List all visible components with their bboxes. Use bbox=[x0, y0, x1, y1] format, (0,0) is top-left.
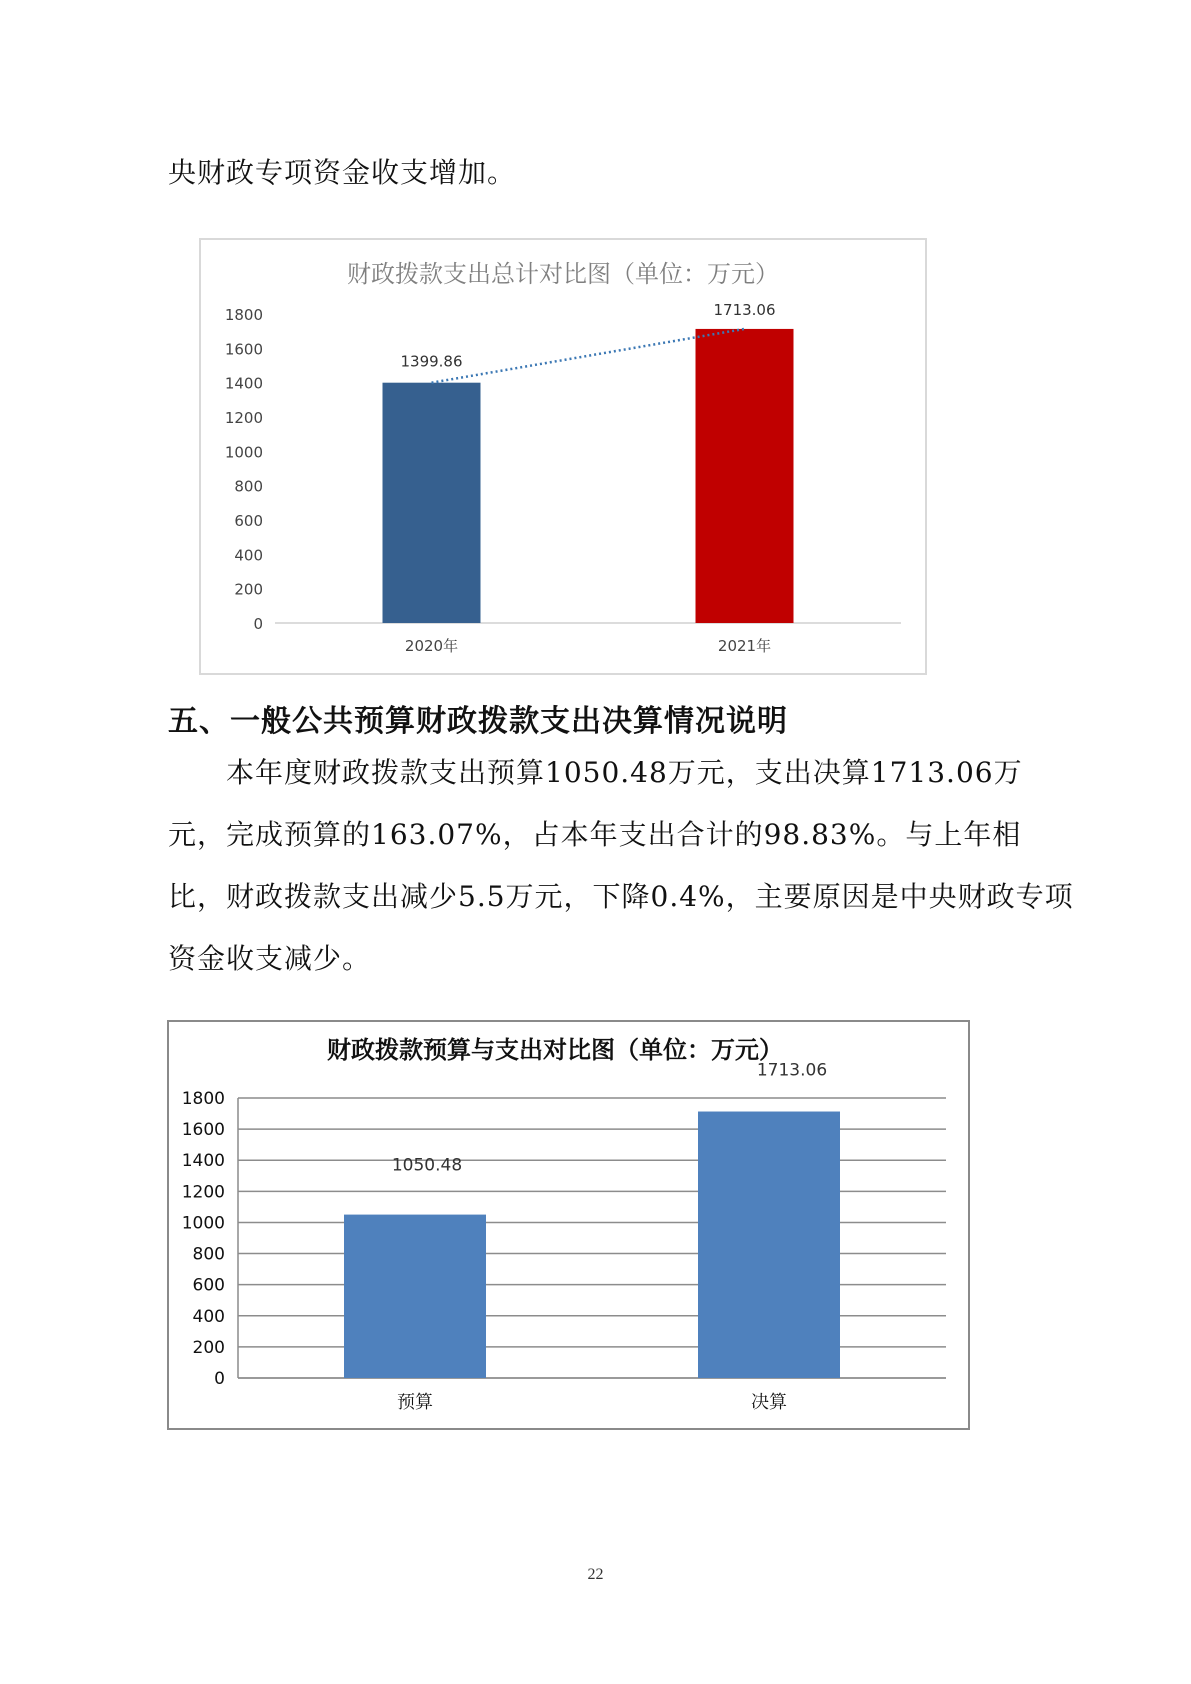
page-number: 22 bbox=[587, 1566, 604, 1583]
chart1-y-tick-label-2: 400 bbox=[234, 546, 263, 565]
chart2-y-tick-label-5: 1000 bbox=[181, 1213, 225, 1234]
chart1-svg bbox=[201, 240, 925, 673]
chart-total-expenditure-comparison bbox=[199, 238, 927, 675]
chart2-y-tick-label-0: 0 bbox=[214, 1369, 225, 1389]
section-body-paragraph: 本年度财政拨款支出预算1050.48万元，支出决算1713.06万元，完成预算的163.07%，占本年支出合计的98.83%。与上年相比，财政拨款支出减少5.5万元，下降0.4%，主要原因是中央财政专项资金收支减少。 bbox=[168, 756, 1074, 975]
chart1-y-tick-label-1: 200 bbox=[234, 580, 263, 599]
chart2-bar-0 bbox=[344, 1215, 486, 1378]
chart2-bar-1 bbox=[698, 1112, 840, 1378]
chart1-category-label-1: 2021年 bbox=[717, 637, 772, 655]
chart2-category-label-0: 预算 bbox=[397, 1392, 433, 1413]
chart2-y-tick-label-1: 200 bbox=[192, 1337, 225, 1358]
chart2-category-label-1: 决算 bbox=[751, 1392, 787, 1413]
chart1-y-tick-label-8: 1600 bbox=[224, 340, 263, 359]
chart1-y-tick-label-0: 0 bbox=[253, 615, 263, 633]
chart1-category-label-0: 2020年 bbox=[404, 637, 459, 655]
chart1-bar-0 bbox=[383, 383, 481, 623]
chart1-data-label-0: 1399.86 bbox=[400, 352, 463, 371]
section-heading: 五、一般公共预算财政拨款支出决算情况说明 bbox=[168, 704, 788, 739]
intro-paragraph-tail: 央财政专项资金收支增加。 bbox=[168, 156, 517, 189]
chart1-y-tick-label-5: 1000 bbox=[224, 443, 263, 462]
chart1-data-label-1: 1713.06 bbox=[713, 300, 776, 319]
chart1-y-tick-label-6: 1200 bbox=[224, 409, 263, 427]
chart2-y-tick-label-2: 400 bbox=[192, 1306, 225, 1327]
chart1-title: 财政拨款支出总计对比图（单位：万元） bbox=[347, 260, 779, 288]
chart2-y-tick-label-6: 1200 bbox=[181, 1182, 225, 1203]
chart1-y-tick-label-9: 1800 bbox=[224, 306, 263, 324]
chart2-data-label-0: 1050.48 bbox=[391, 1155, 463, 1176]
chart1-y-tick-label-7: 1400 bbox=[224, 374, 263, 393]
chart2-svg bbox=[169, 1022, 968, 1428]
chart-budget-vs-expenditure bbox=[167, 1020, 970, 1430]
chart1-bar-1 bbox=[696, 329, 794, 623]
chart2-y-tick-label-7: 1400 bbox=[181, 1151, 225, 1172]
chart2-y-tick-label-8: 1600 bbox=[181, 1120, 225, 1141]
chart2-y-tick-label-3: 600 bbox=[192, 1275, 225, 1296]
chart2-y-tick-label-9: 1800 bbox=[181, 1089, 225, 1109]
chart1-y-tick-label-4: 800 bbox=[234, 477, 263, 496]
chart2-title: 财政拨款预算与支出对比图（单位：万元） bbox=[327, 1036, 783, 1064]
chart2-data-label-1: 1713.06 bbox=[756, 1060, 828, 1081]
chart1-y-tick-label-3: 600 bbox=[234, 512, 263, 530]
chart2-y-tick-label-4: 800 bbox=[192, 1244, 225, 1265]
